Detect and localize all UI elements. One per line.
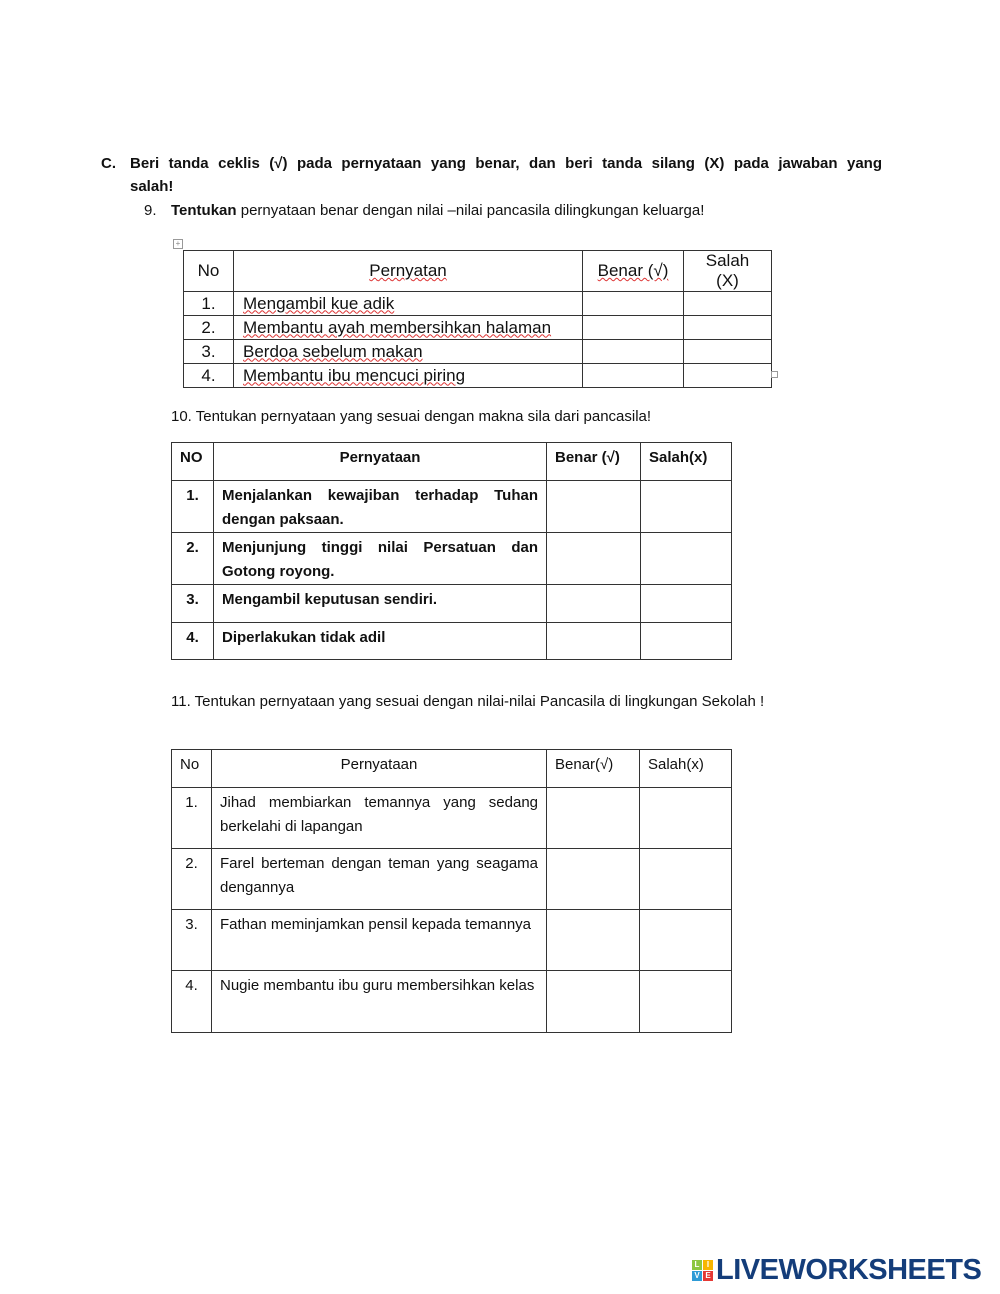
table-move-handle[interactable]: + — [173, 239, 183, 249]
answer-false-cell[interactable] — [641, 481, 732, 533]
answer-true-cell[interactable] — [547, 910, 640, 971]
header-no: NO — [172, 443, 214, 481]
row-text: Berdoa sebelum makan — [234, 340, 583, 364]
section-instruction-cont: salah! — [130, 178, 174, 195]
row-text: Membantu ibu mencuci piring — [234, 364, 583, 388]
q9-text: pernyataan benar dengan nilai –nilai pancasila dilingkungan keluarga! — [236, 202, 705, 219]
answer-true-cell[interactable] — [583, 340, 684, 364]
answer-false-cell[interactable] — [640, 788, 732, 849]
answer-false-cell[interactable] — [641, 623, 732, 660]
answer-false-cell[interactable] — [684, 292, 772, 316]
answer-true-cell[interactable] — [547, 849, 640, 910]
table-row — [172, 623, 732, 660]
answer-true-cell[interactable] — [583, 316, 684, 340]
table-resize-handle[interactable] — [771, 371, 778, 378]
row-no: 2. — [184, 316, 234, 340]
table-row — [172, 585, 732, 623]
row-no: 3. — [172, 585, 214, 623]
table-row — [172, 788, 732, 849]
answer-true-cell[interactable] — [547, 533, 641, 585]
answer-false-cell[interactable] — [640, 910, 732, 971]
header-no: No — [184, 251, 234, 292]
q11-table — [171, 749, 732, 1033]
header-false: Salah(x) — [641, 443, 732, 481]
row-no: 1. — [172, 481, 214, 533]
row-no: 1. — [184, 292, 234, 316]
answer-true-cell[interactable] — [547, 585, 641, 623]
q10-prompt: 10. Tentukan pernyataan yang sesuai dengan makna sila dari pancasila! — [171, 408, 652, 425]
q9-number: 9. — [144, 202, 157, 219]
answer-false-cell[interactable] — [684, 340, 772, 364]
answer-true-cell[interactable] — [583, 292, 684, 316]
row-no: 2. — [172, 533, 214, 585]
row-text: Menjalankan kewajiban terhadap Tuhan dengan paksaan. — [214, 481, 547, 533]
row-no: 3. — [172, 910, 212, 971]
row-text: Jihad membiarkan temannya yang sedang berkelahi di lapangan — [212, 788, 547, 849]
row-text: Nugie membantu ibu guru membersihkan kelas — [212, 971, 547, 1033]
row-text: Fathan meminjamkan pensil kepada temannya — [212, 910, 547, 971]
answer-true-cell[interactable] — [547, 623, 641, 660]
row-no: 3. — [184, 340, 234, 364]
logo-blocks-icon: L I V E — [692, 1260, 713, 1281]
row-no: 1. — [172, 788, 212, 849]
answer-false-cell[interactable] — [641, 533, 732, 585]
table-row — [184, 340, 772, 364]
table-row — [184, 292, 772, 316]
q10-table — [171, 442, 732, 660]
liveworksheets-logo — [692, 1254, 981, 1287]
table-row — [172, 910, 732, 971]
table-row — [172, 533, 732, 585]
table-row — [172, 849, 732, 910]
q9-prompt — [171, 202, 704, 219]
table-row — [184, 316, 772, 340]
row-text: Mengambil kue adik — [234, 292, 583, 316]
table-header-row — [172, 443, 732, 481]
header-true: Benar(√) — [547, 750, 640, 788]
header-true: Benar (√) — [547, 443, 641, 481]
row-no: 4. — [184, 364, 234, 388]
table-row — [184, 364, 772, 388]
answer-false-cell[interactable] — [684, 316, 772, 340]
row-no: 4. — [172, 971, 212, 1033]
header-false: Salah(x) — [640, 750, 732, 788]
answer-true-cell[interactable] — [583, 364, 684, 388]
table-row — [172, 481, 732, 533]
row-no: 2. — [172, 849, 212, 910]
q11-prompt: 11. Tentukan pernyataan yang sesuai dengan nilai-nilai Pancasila di lingkungan Sekolah ! — [171, 693, 765, 710]
answer-false-cell[interactable] — [640, 971, 732, 1033]
answer-false-cell[interactable] — [640, 849, 732, 910]
answer-true-cell[interactable] — [547, 481, 641, 533]
table-header-row — [184, 251, 772, 292]
row-no: 4. — [172, 623, 214, 660]
header-statement: Pernyataan — [214, 443, 547, 481]
row-text: Diperlakukan tidak adil — [214, 623, 547, 660]
row-text: Menjunjung tinggi nilai Persatuan dan Gotong royong. — [214, 533, 547, 585]
header-statement: Pernyataan — [212, 750, 547, 788]
answer-false-cell[interactable] — [641, 585, 732, 623]
section-instruction: Beri tanda ceklis (√) pada pernyataan yang benar, dan beri tanda silang (X) pada jawaban yang — [130, 155, 882, 172]
logo-text: LIVEWORKSHEETS — [716, 1254, 982, 1286]
answer-true-cell[interactable] — [547, 971, 640, 1033]
q9-table — [183, 250, 772, 388]
section-letter: C. — [101, 155, 116, 172]
header-no: No — [172, 750, 212, 788]
answer-true-cell[interactable] — [547, 788, 640, 849]
header-true: Benar (√) — [583, 251, 684, 292]
header-statement: Pernyatan — [234, 251, 583, 292]
row-text: Mengambil keputusan sendiri. — [214, 585, 547, 623]
row-text: Farel berteman dengan teman yang seagama dengannya — [212, 849, 547, 910]
row-text: Membantu ayah membersihkan halaman — [234, 316, 583, 340]
table-row — [172, 971, 732, 1033]
table-header-row — [172, 750, 732, 788]
q9-bold: Tentukan — [171, 202, 237, 219]
header-false: Salah (X) — [684, 251, 772, 292]
answer-false-cell[interactable] — [684, 364, 772, 388]
